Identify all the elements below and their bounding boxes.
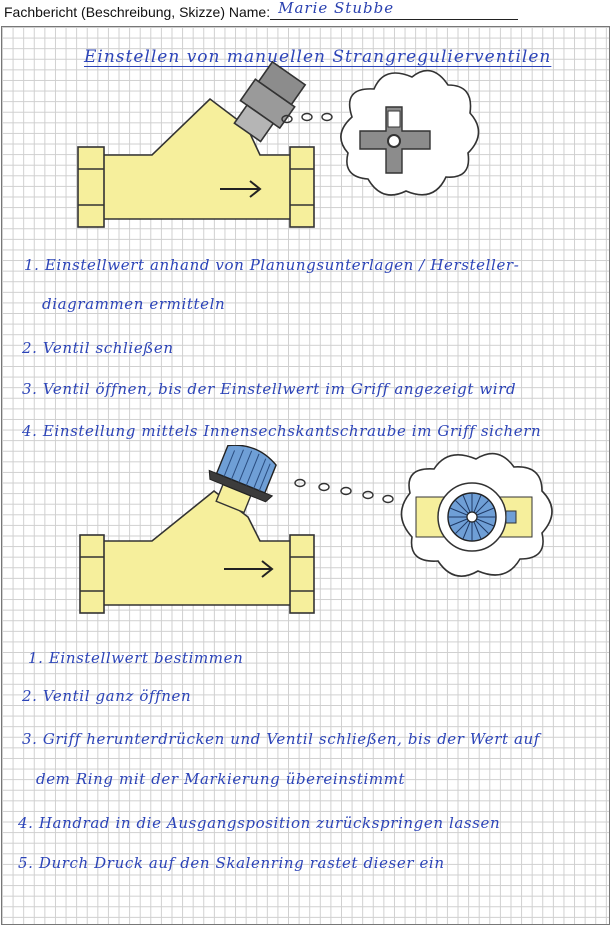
- step1-2: 2. Ventil schließen: [22, 339, 174, 357]
- page-title: Einstellen von manuellen Strangregulierventilen: [84, 47, 552, 67]
- step2-2: 2. Ventil ganz öffnen: [22, 687, 192, 705]
- student-name: Marie Stubbe: [278, 0, 395, 17]
- valve-sketch-2: [2, 445, 611, 645]
- pipe-end-left-2: [80, 535, 104, 613]
- thought-dots-2: [295, 480, 393, 503]
- grid-sheet: [1, 26, 610, 925]
- header-label: Fachbericht (Beschreibung, Skizze) Name:: [4, 4, 271, 20]
- step2-3: 3. Griff herunterdrücken und Ventil schließen, bis der Wert auf: [22, 730, 540, 748]
- name-line: [270, 0, 518, 20]
- step2-1: 1. Einstellwert bestimmen: [28, 649, 244, 667]
- pipe-end-left-1: [78, 147, 104, 227]
- step1-1: 1. Einstellwert anhand von Planungsunterlagen / Hersteller-: [24, 256, 520, 274]
- valve-sketch-1: [2, 27, 611, 237]
- step1-4: 4. Einstellung mittels Innensechskantschraube im Griff sichern: [22, 422, 542, 440]
- step1-3: 3. Ventil öffnen, bis der Einstellwert im Griff angezeigt wird: [22, 380, 517, 398]
- scale-ring-icon: [438, 483, 506, 551]
- pipe-end-right-2: [290, 535, 314, 613]
- worksheet-header: [4, 0, 518, 23]
- valve-body-2: [102, 491, 292, 605]
- step2-3-cont: dem Ring mit der Markierung übereinstimmt: [36, 770, 406, 788]
- pipe-end-right-1: [290, 147, 314, 227]
- step1-1-cont: diagrammen ermitteln: [42, 295, 226, 313]
- step2-5: 5. Durch Druck auf den Skalenring rastet dieser ein: [18, 854, 445, 872]
- step2-4: 4. Handrad in die Ausgangsposition zurückspringen lassen: [18, 814, 501, 832]
